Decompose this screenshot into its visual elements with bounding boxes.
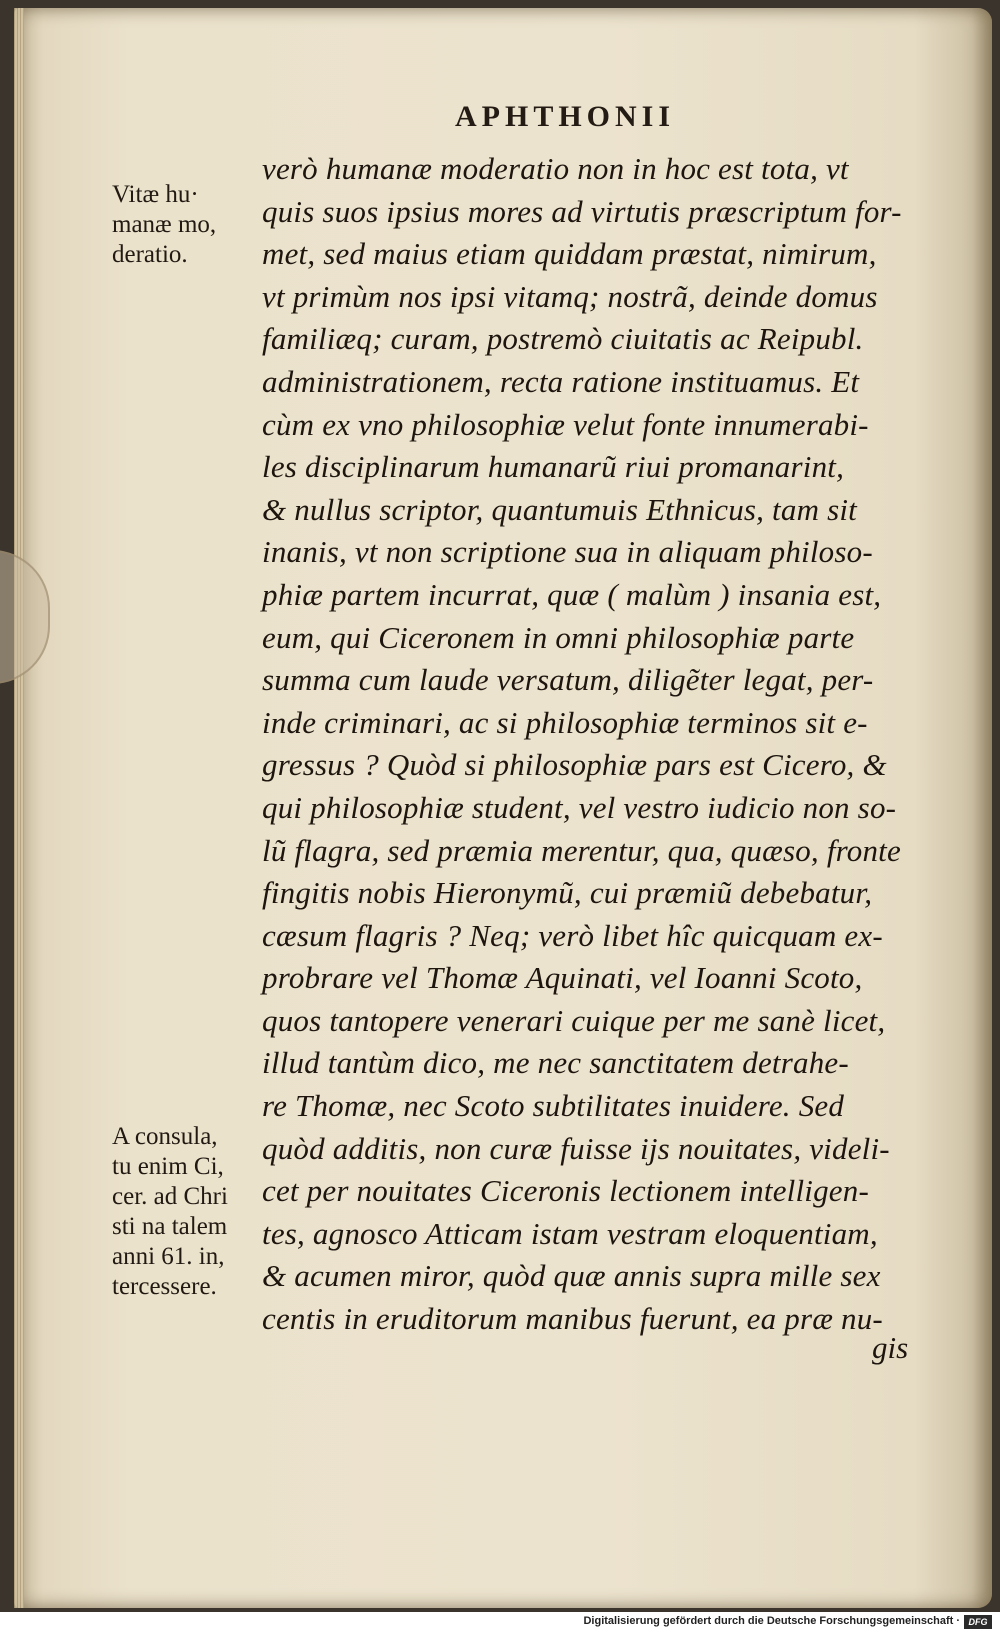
- show-through-text: [120, 560, 200, 690]
- text-line: gressus ? Quòd si philosophiæ pars est Cicero, &: [262, 747, 887, 783]
- margin-note-line: tercessere.: [112, 1273, 217, 1300]
- page-edge: [14, 8, 24, 1608]
- text-line: verò humanæ moderatio non in hoc est tota, vt: [262, 151, 849, 186]
- text-line: administrationem, recta ratione instituamus. Et: [262, 363, 860, 399]
- text-line: tes, agnosco Atticam istam vestram eloquentiam,: [262, 1215, 878, 1251]
- margin-note-line: A consula,: [112, 1123, 218, 1150]
- catchword: gis: [872, 1330, 909, 1365]
- margin-note-line: Vitæ hu·: [112, 181, 199, 208]
- text-line: quòd additis, non curæ fuisse ijs nouitates, videli-: [262, 1130, 890, 1166]
- text-line: eum, qui Ciceronem in omni philosophiæ parte: [262, 619, 855, 655]
- text-line: inde criminari, ac si philosophiæ terminos sit e-: [262, 704, 868, 740]
- text-line: inanis, vt non scriptione sua in aliquam philoso-: [262, 534, 873, 570]
- funding-credit: Digitalisierung gefördert durch die Deutsche Forschungsgemeinschaft ·: [583, 1615, 960, 1627]
- text-line: centis in eruditorum manibus fuerunt, ea præ nu-: [262, 1301, 883, 1337]
- margin-note-line: tu enim Ci,: [112, 1153, 224, 1180]
- margin-note-1: [112, 180, 272, 270]
- text-line: illud tantùm dico, me nec sanctitatem detrahe-: [262, 1045, 849, 1081]
- text-line: cæsum flagris ? Neq; verò libet hîc quicquam ex-: [262, 917, 883, 953]
- margin-note-line: anni 61. in,: [112, 1243, 225, 1270]
- dfg-logo-icon: DFG: [964, 1615, 992, 1629]
- text-line: & acumen miror, quòd quæ annis supra mille sex: [262, 1258, 881, 1294]
- text-line: lũ flagra, sed præmia merentur, qua, quæso, fronte: [262, 832, 901, 868]
- running-head: APHTHONII: [455, 100, 676, 133]
- text-line: familiæq; curam, postremò ciuitatis ac Reipubl.: [262, 321, 864, 357]
- margin-note-line: sti na talem: [112, 1213, 228, 1240]
- text-line: qui philosophiæ student, vel vestro iudicio non so-: [262, 789, 897, 825]
- body-text: [262, 148, 922, 1341]
- margin-note-line: deratio.: [112, 241, 188, 268]
- text-line: cet per nouitates Ciceronis lectionem intelligen-: [262, 1173, 869, 1209]
- text-line: quos tantopere venerari cuique per me sanè licet,: [262, 1002, 886, 1038]
- text-line: cùm ex vno philosophiæ velut fonte innumerabi-: [262, 406, 869, 442]
- text-line: les disciplinarum humanarũ riui promanarint,: [262, 449, 845, 485]
- margin-note-line: manæ mo,: [112, 211, 217, 238]
- text-line: probrare vel Thomæ Aquinati, vel Ioanni Scoto,: [262, 960, 863, 996]
- text-line: summa cum laude versatum, diligẽter legat, per-: [262, 662, 874, 698]
- footer-bar: [0, 1612, 1000, 1633]
- text-line: phiæ partem incurrat, quæ ( malùm ) insania est,: [262, 576, 882, 612]
- margin-note-2: [112, 1122, 272, 1302]
- text-line: met, sed maius etiam quiddam præstat, nimirum,: [262, 236, 877, 272]
- text-line: re Thomæ, nec Scoto subtilitates inuidere. Sed: [262, 1088, 845, 1124]
- text-line: fingitis nobis Hieronymũ, cui præmiũ debebatur,: [262, 875, 873, 911]
- text-line: quis suos ipsius mores ad virtutis præscriptum for-: [262, 193, 902, 229]
- text-line: & nullus scriptor, quantumuis Ethnicus, tam sit: [262, 491, 857, 527]
- text-line: vt primùm nos ipsi vitamq; nostrã, deinde domus: [262, 278, 878, 314]
- margin-note-line: cer. ad Chri: [112, 1183, 228, 1210]
